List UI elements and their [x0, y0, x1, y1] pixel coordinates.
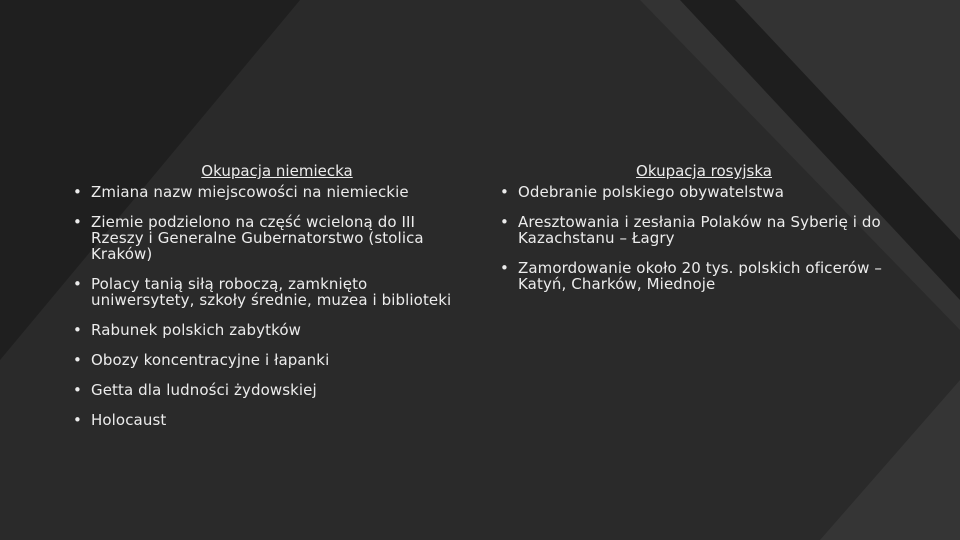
list-item: • Obozy koncentracyjne i łapanki [73, 351, 330, 369]
bullet-icon: • [73, 183, 82, 201]
list-item: • Ziemie podzielono na część wcieloną do III Rzeszy i Generalne Gubernatorstwo (stolica Kraków) [73, 213, 424, 263]
german-occupation-list [73, 184, 463, 428]
russian-occupation-column [500, 158, 890, 306]
bullet-icon: • [500, 259, 509, 277]
list-item: • Odebranie polskiego obywatelstwa [500, 183, 785, 201]
german-occupation-column [73, 158, 463, 442]
german-occupation-heading: Okupacja niemiecka [201, 162, 353, 180]
list-item: • Polacy tanią siłą roboczą, zamknięto uniwersytety, szkoły średnie, muzea i biblioteki [73, 275, 452, 309]
bullet-icon: • [500, 183, 509, 201]
russian-occupation-heading: Okupacja rosyjska [636, 162, 772, 180]
bullet-icon: • [73, 411, 82, 429]
bullet-icon: • [500, 213, 509, 231]
bullet-icon: • [73, 351, 82, 369]
russian-occupation-list [500, 184, 890, 292]
bullet-icon: • [73, 321, 82, 339]
list-item: • Zmiana nazw miejscowości na niemieckie [73, 183, 409, 201]
bullet-icon: • [73, 275, 82, 293]
list-item: • Rabunek polskich zabytków [73, 321, 302, 339]
list-item: • Holocaust [73, 411, 167, 429]
list-item: • Getta dla ludności żydowskiej [73, 381, 317, 399]
bullet-icon: • [73, 213, 82, 231]
bullet-icon: • [73, 381, 82, 399]
list-item: • Zamordowanie około 20 tys. polskich oficerów – Katyń, Charków, Miednoje [500, 259, 882, 293]
list-item: • Aresztowania i zesłania Polaków na Syberię i do Kazachstanu – Łagry [500, 213, 881, 247]
